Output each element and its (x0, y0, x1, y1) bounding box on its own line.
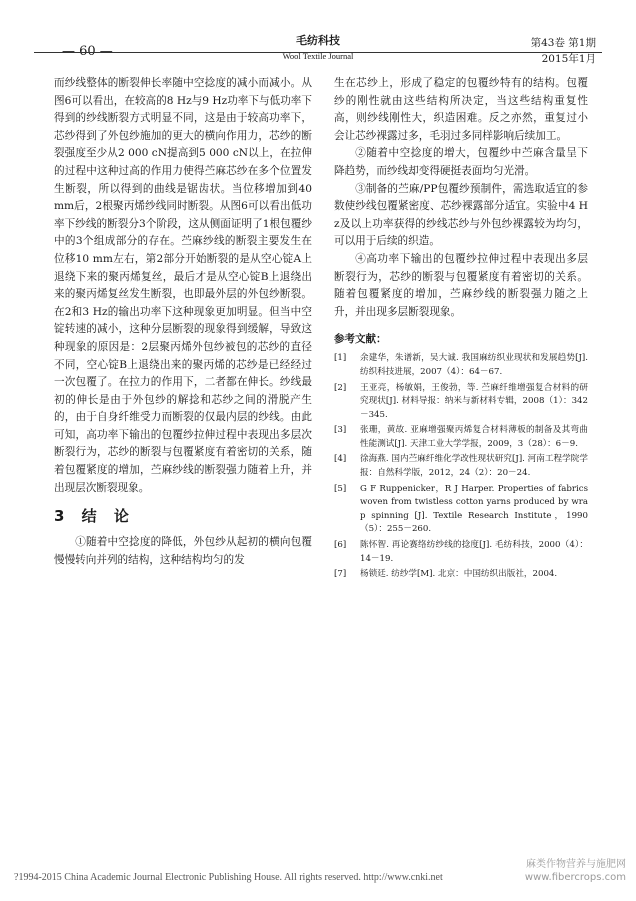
reference-number: [6] (334, 540, 347, 551)
conclusion-item: ②随着中空捻度的增大，包覆纱中苎麻含量呈下降趋势，而纱线却变得硬挺表面均匀光滑。 (334, 147, 588, 177)
journal-name-en: Wool Textile Journal (282, 51, 354, 61)
reference-text: 王亚亮，杨敏娟，王俊勃，等. 苎麻纤维增强复合材料的研究现状[J]. 材料导报：纳米与新材料专辑，2008（1）：342－345. (360, 382, 588, 420)
conclusion-item: ①随着中空捻度的降低，外包纱从起初的横向包覆慢慢转向并列的结构，这种结构均匀的发 (54, 536, 312, 566)
left-column (54, 75, 312, 569)
reference-item (334, 483, 588, 537)
reference-number: [2] (334, 382, 347, 393)
journal-name-cn: 毛纺科技 (296, 34, 340, 47)
reference-item (334, 424, 588, 451)
section-heading (54, 505, 312, 526)
reference-item (334, 539, 588, 566)
conclusion-continued: 生在芯纱上，形成了稳定的包覆纱特有的结构。包覆纱的刚性就由这些结构所决定，当这些结构重复性高，则纱线刚性大，织造困难。反之亦然，重复过小会让芯纱裸露过多，毛羽过多同样影响后续加工。 (334, 77, 588, 142)
reference-text: 张珊，黄故. 亚麻增强聚丙烯复合材料薄板的制备及其弯曲性能测试[J]. 天津工业大学学报，2009，3（28）：6－9. (360, 425, 588, 449)
reference-number: [1] (334, 353, 347, 364)
reference-text: 杨锁廷. 纺纱学[M]. 北京：中国纺织出版社，2004. (360, 569, 558, 580)
reference-item (334, 382, 588, 423)
conclusion-item: ③制备的苎麻/PP包覆纱预制件，需选取适宜的参数使纱线包覆紧密度、芯纱裸露部分适宜。实验中4 Hz及以上功率获得的纱线芯纱与外包纱裸露较为均匀，可以用于后续的织造。 (334, 182, 588, 248)
date-line: 2015年1月 (541, 53, 596, 65)
conclusion-item: ④高功率下输出的包覆纱拉伸过程中表现出多层断裂行为，芯纱的断裂与包覆紧度有着密切的关系。随着包覆紧度的增加，苎麻纱线的断裂强力随之上升，并出现多层断裂现象。 (334, 252, 588, 318)
reference-number: [5] (334, 483, 347, 494)
section-title: 结 论 (81, 507, 135, 526)
watermark-url: www.fibercrops.com (524, 872, 626, 883)
reference-number: [4] (334, 454, 347, 465)
reference-item (334, 352, 588, 379)
watermark-cn: 麻类作物营养与施肥网 (526, 859, 626, 870)
reference-text: 余建华，朱谱新，吴大诚. 我国麻纺织业现状和发展趋势[J]. 纺织科技进展，2007（4）：64－67. (360, 353, 588, 377)
body-paragraph: 而纱线整体的断裂伸长率随中空捻度的减小而减小。从图6可以看出，在较高的8 Hz与9 Hz功率下与低功率下得到的纱线断裂方式明显不同，这是由于较高功率下，芯纱得到了外包纱施加的更大的横向作用力，芯纱的断裂强度至少从2 000 cN提高到5 000 cN以上，在拉伸的过程中这种过高的作用力使得苎麻芯纱在多个位置发生断裂，所以得到的曲线是锯齿状。当位移增加到40 mm后，2根聚丙烯纱线同时断裂。从图6可以看出低功率下纱线的断裂分3个阶段，这从侧面证明了1根包覆纱中的3个组成部分的存在。苎麻纱线的断裂主要发生在位移10 mm左右，第2部分开始断裂的是从空心锭A上退绕下来的聚丙烯复丝，最后才是从空心锭B上退绕出来的聚丙烯复丝发生断裂，也即最外层的外包纱断裂。在2和3 Hz的输出功率下这种现象更加明显。但当中空锭转速的减小，这种分层断裂的现象得到缓解，导致这种现象的原因是：2层聚丙烯外包纱被包的芯纱的直径不同，空心锭B上退绕出来的聚丙烯的芯纱是已经经过一次包覆了。在拉力的作用下，二者都在伸长。纱线最初的伸长是由于外包纱的解捻和芯纱之间的滑脱产生的，由于自身纤维受力而断裂的仅最内层的纱线。由此可知，高功率下输出的包覆纱拉伸过程中表现出多层次断裂行为，芯纱的断裂与包覆紧度有着密切的关系，随着包覆紧度的增加，苎麻纱线的断裂强力随着上升，并出现层次断裂现象。 (54, 77, 312, 494)
reference-text: 徐海燕. 国内苎麻纤维化学改性现状研究[J]. 河南工程学院学报：自然科学版，2012，24（2）：20－24. (360, 454, 588, 479)
watermark (525, 858, 626, 884)
reference-number: [3] (334, 425, 347, 436)
copyright-footer: ?1994-2015 China Academic Journal Electronic Publishing House. All rights reserved. http://www.cnki.net (14, 872, 443, 883)
header-rule (34, 52, 602, 53)
reference-text: G F Ruppenicker，R J Harper. Properties of fabrics woven from twistless cotton yarns produced by wrap spinning [J]. Textile Research Institute，1990（5）：255－260. (360, 483, 588, 535)
right-column (334, 75, 588, 584)
volume-info (531, 35, 596, 67)
reference-item (334, 453, 588, 480)
reference-text: 陈怀智. 再论赛络纺纱线的捻度[J]. 毛纺科技，2000（4）：14－19. (360, 540, 588, 564)
references-title: 参考文献： (334, 333, 387, 346)
section-number: 3 (54, 507, 71, 526)
page-number: — 60 — (62, 44, 113, 59)
reference-item (334, 568, 588, 582)
volume-line: 第43卷 第1期 (530, 37, 596, 49)
reference-list (334, 352, 588, 582)
reference-number: [7] (334, 569, 347, 580)
